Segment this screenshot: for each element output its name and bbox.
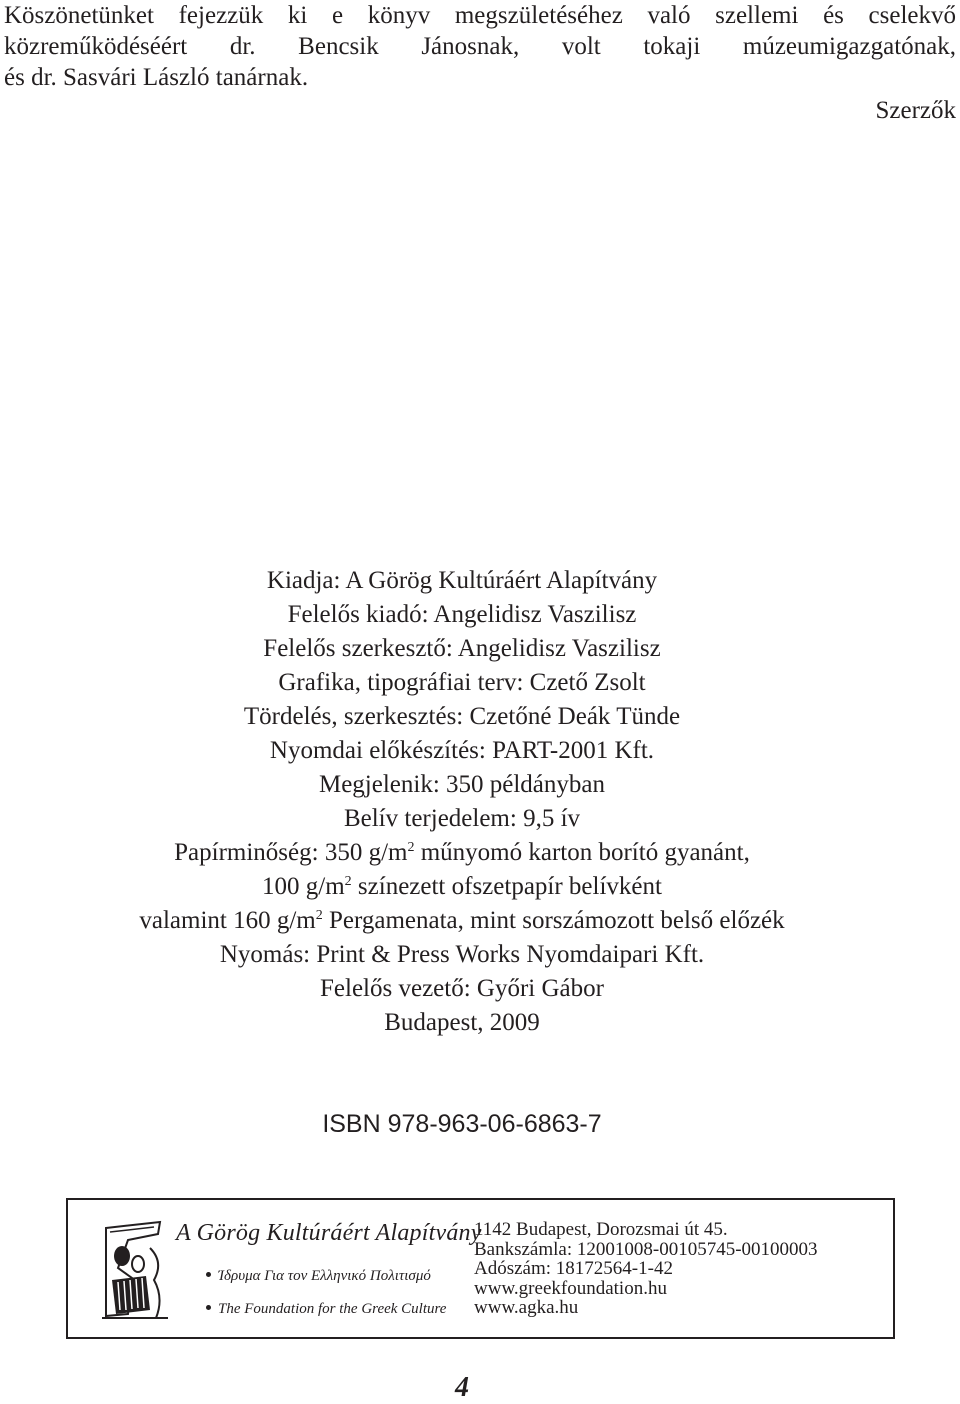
foundation-address: 1142 Budapest, Dorozsmai út 45.: [474, 1219, 728, 1240]
foundation-contact: [474, 1220, 818, 1318]
imprint-printing: Nyomás: Print & Press Works Nyomdaipari Kft.: [219, 941, 705, 968]
imprint-block: [0, 564, 924, 1040]
paper-endpaper-weight: valamint 160 g/m: [139, 907, 316, 934]
imprint-responsible-editor: Felelős szerkesztő: Angelidisz Vaszilisz: [263, 635, 661, 662]
isbn: ISBN 978-963-06-6863-7: [322, 1110, 602, 1138]
page-number: 4: [455, 1372, 469, 1403]
foundation-website-link[interactable]: www.greekfoundation.hu: [474, 1277, 667, 1299]
paper-inner-weight: 100 g/m: [262, 873, 345, 900]
imprint-publisher: Kiadja: A Görög Kultúráért Alapítvány: [266, 567, 658, 594]
authors-signature: Szerzők: [875, 97, 956, 124]
imprint-graphics: Grafika, tipográfiai terv: Czető Zsolt: [278, 669, 646, 696]
bullet-icon: [206, 1272, 211, 1277]
greek-tagline: [206, 1268, 431, 1285]
acknowledgement-line: és dr. Sasvári László tanárnak.: [4, 64, 309, 91]
paper-cover-weight: Papírminőség: 350 g/m: [174, 839, 408, 866]
paper-cover-type: műnyomó karton borító gyanánt,: [420, 839, 750, 866]
imprint-paper-endpaper: [0, 904, 924, 938]
paper-endpaper-type: Pergamenata, mint sorszámozott belső előzék: [328, 907, 785, 934]
imprint-paper-inner: [0, 870, 924, 904]
english-tagline-text: The Foundation for the Greek Culture: [218, 1301, 447, 1317]
imprint-manager: Felelős vezető: Győri Gábor: [320, 975, 604, 1002]
superscript-squared: 2: [344, 874, 352, 889]
english-tagline: [206, 1301, 446, 1318]
imprint-extent: Belív terjedelem: 9,5 ív: [343, 805, 581, 832]
foundation-website-link[interactable]: www.agka.hu: [474, 1297, 579, 1318]
superscript-squared: 2: [407, 840, 415, 855]
paper-inner-type: színezett ofszetpapír belívként: [357, 873, 662, 900]
greek-tagline-text: Ίδρυμα Για τον Ελληνικό Πολιτισμό: [218, 1268, 431, 1284]
foundation-bank-account: Bankszámla: 12001008-00105745-00100003: [474, 1238, 818, 1260]
imprint-responsible-publisher: Felelős kiadó: Angelidisz Vaszilisz: [287, 601, 637, 628]
superscript-squared: 2: [315, 908, 323, 923]
imprint-prepress: Nyomdai előkészítés: PART-2001 Kft.: [269, 737, 655, 764]
foundation-tax-number: Adószám: 18172564-1-42: [474, 1258, 673, 1279]
foundation-info-box: [66, 1198, 895, 1339]
imprint-paper-cover: [0, 836, 924, 870]
imprint-layout: Tördelés, szerkesztés: Czetőné Deák Tünde: [243, 703, 681, 730]
acknowledgement-line: Köszönetünket fejezzük ki e könyv megszületéséhez való szellemi és cselekvő: [4, 2, 956, 29]
bullet-icon: [206, 1305, 211, 1310]
acknowledgement-line: közreműködéséért dr. Bencsik Jánosnak, volt tokaji múzeumigazgatónak,: [4, 33, 956, 60]
foundation-name: A Görög Kultúráért Alapítvány: [176, 1220, 482, 1246]
imprint-edition: Megjelenik: 350 példányban: [318, 771, 606, 798]
foundation-logo-icon: [98, 1218, 172, 1324]
acknowledgement-paragraph: [4, 0, 956, 93]
imprint-place-year: Budapest, 2009: [384, 1009, 540, 1036]
